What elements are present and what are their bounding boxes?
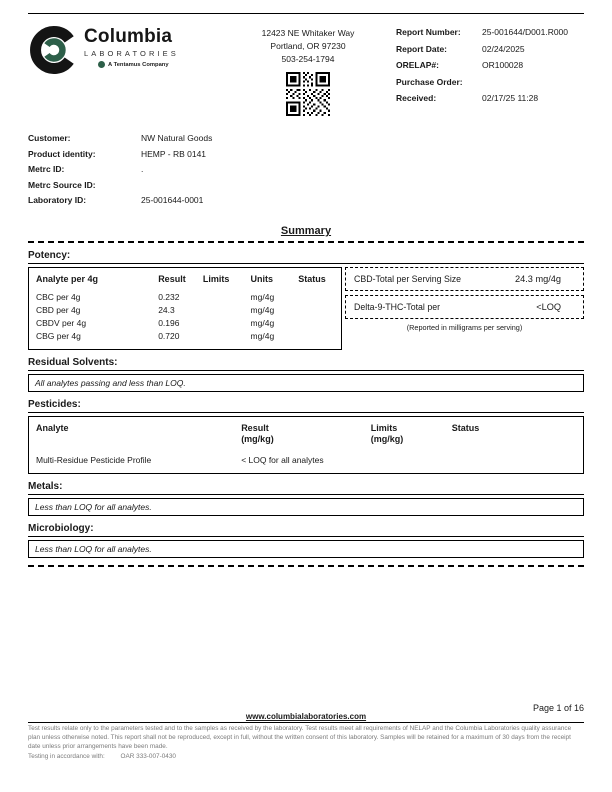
result-cell: 0.720 (158, 331, 180, 342)
cbd-total-box (345, 267, 584, 291)
report-date-value: 02/24/2025 (482, 43, 525, 54)
potency-header-row (36, 274, 334, 290)
product-identity-label: Product identity: (28, 148, 96, 159)
residual-solvents-note: All analytes passing and less than LOQ. (28, 374, 584, 392)
serving-note: (Reported in milligrams per serving) (406, 323, 523, 332)
qr-code (232, 72, 384, 120)
col-result: Result (241, 422, 269, 433)
testing-accordance-value: OAR 333-007-0430 (120, 752, 176, 760)
cbd-total-label: CBD-Total per Serving Size (354, 274, 462, 284)
col-units: Units (250, 274, 274, 284)
analyte-cell: CBG per 4g (36, 331, 81, 342)
address-line-1: 12423 NE Whitaker Way (261, 28, 355, 38)
tentamus-icon (98, 61, 105, 68)
report-info-row (396, 77, 584, 87)
table-row (36, 330, 334, 343)
pesticides-table-box (28, 416, 584, 474)
received-label: Received: (396, 93, 437, 103)
cbd-total-value: 24.3 mg/4g (515, 274, 561, 284)
report-info-row (396, 44, 584, 54)
limits-cell (203, 303, 251, 316)
purchase-order-value (482, 77, 584, 87)
col-status: Status (298, 274, 326, 284)
brand-tagline: A Tentamus Company (108, 61, 169, 68)
testing-accordance-label: Testing in accordance with: (28, 752, 105, 760)
footer-divider (28, 722, 584, 723)
units-cell: mg/4g (250, 291, 275, 302)
address-line-3: 503-254-1794 (281, 53, 335, 64)
columbia-c-logo-icon (28, 24, 80, 81)
report-number-value: 25-001644/D001.R000 (482, 27, 569, 37)
lab-address (232, 24, 384, 120)
metrc-id-label: Metrc ID: (28, 164, 65, 174)
col-status: Status (451, 422, 480, 433)
thc-total-label: Delta-9-THC-Total per (354, 302, 441, 312)
page-header (28, 24, 584, 120)
analyte-cell: CBC per 4g (36, 291, 81, 302)
customer-label: Customer: (28, 133, 71, 143)
units-cell: mg/4g (250, 317, 275, 328)
website-link[interactable]: www.columbialaboratories.com (245, 712, 367, 721)
brand-name: Columbia (84, 26, 173, 47)
residual-solvents-heading: Residual Solvents: (28, 357, 584, 371)
thc-total-box (345, 295, 584, 319)
table-row (36, 303, 334, 316)
brand-logo (28, 24, 232, 120)
sample-info-row (28, 149, 584, 159)
result-cell: 24.3 (158, 304, 175, 315)
limits-cell (203, 316, 251, 329)
metrc-id-value: . (141, 164, 144, 174)
limits-cell (371, 446, 452, 465)
limits-cell (203, 290, 251, 303)
received-value: 02/17/25 11:28 (482, 93, 539, 103)
status-cell (298, 303, 334, 316)
result-cell: 0.232 (158, 291, 180, 302)
units-cell: mg/4g (250, 304, 275, 315)
report-info-row (396, 93, 584, 103)
report-info-row (396, 27, 584, 37)
table-row (36, 446, 576, 465)
analyte-cell: CBDV per 4g (36, 317, 87, 328)
metals-heading: Metals: (28, 481, 584, 495)
thc-total-value: <LOQ (536, 302, 561, 312)
col-result: Result (158, 274, 186, 284)
limits-cell (203, 330, 251, 343)
col-analyte: Analyte (36, 422, 69, 433)
sample-info-row (28, 164, 584, 174)
laboratory-id-label: Laboratory ID: (28, 195, 87, 205)
sample-info (28, 133, 584, 205)
summary-title: Summary (280, 225, 332, 237)
col-result-unit: (mg/kg) (241, 434, 274, 445)
pesticides-table (36, 423, 576, 465)
report-info (384, 24, 584, 120)
table-row (36, 290, 334, 303)
report-info-row (396, 60, 584, 70)
table-row (36, 316, 334, 329)
result-cell: < LOQ for all analytes (241, 455, 324, 466)
customer-value: NW Natural Goods (141, 133, 213, 143)
microbiology-heading: Microbiology: (28, 523, 584, 537)
col-analyte: Analyte per 4g (36, 274, 99, 284)
col-limits: Limits (202, 274, 230, 284)
units-cell: mg/4g (250, 331, 275, 342)
report-date-label: Report Date: (396, 43, 448, 54)
col-limits-unit: (mg/kg) (370, 434, 404, 445)
result-cell: 0.196 (158, 317, 180, 328)
sample-info-row (28, 180, 584, 190)
metals-section (28, 481, 584, 516)
status-cell (298, 290, 334, 303)
pesticides-section (28, 399, 584, 474)
residual-solvents-section (28, 357, 584, 392)
potency-section (28, 250, 584, 350)
summary-dashed-divider (28, 241, 584, 243)
report-number-label: Report Number: (396, 27, 461, 37)
page-number: Page 1 of 16 (532, 703, 584, 713)
potency-table-box (28, 267, 342, 350)
analyte-cell: Multi-Residue Pesticide Profile (36, 455, 152, 466)
pesticides-header-row (36, 423, 576, 446)
product-identity-value: HEMP - RB 0141 (141, 148, 207, 159)
orelap-label: ORELAP#: (396, 60, 439, 70)
brand-subname: LABORATORIES (84, 49, 179, 58)
sample-info-row (28, 195, 584, 205)
col-limits: Limits (370, 422, 398, 433)
disclaimer-text: Test results relate only to the parameters tested and to the samples as received by the laboratory. Test results meet all requirements of NELAP and the Columbia Laboratories quality assurance plan unless otherwise noted. This report shall not be reproduced, except in full, without the written consent of this laboratory. Samples will be retained for a maximum of 30 days from the receipt date unless prior arrangements have been made. (28, 725, 572, 750)
pesticides-heading: Pesticides: (28, 399, 584, 413)
address-line-2: Portland, OR 97230 (270, 40, 346, 51)
laboratory-id-value: 25-001644-0001 (141, 195, 204, 205)
potency-table (36, 274, 334, 343)
sample-info-row (28, 133, 584, 143)
status-cell (298, 316, 334, 329)
orelap-value: OR100028 (482, 60, 524, 70)
top-divider (28, 13, 584, 14)
status-cell (298, 330, 334, 343)
metrc-source-id-value (141, 180, 584, 190)
page-footer (28, 703, 584, 760)
purchase-order-label: Purchase Order: (396, 76, 463, 87)
microbiology-section (28, 523, 584, 567)
bottom-dashed-divider (28, 565, 584, 567)
metals-note: Less than LOQ for all analytes. (28, 498, 584, 516)
microbiology-note: Less than LOQ for all analytes. (28, 540, 584, 558)
metrc-source-id-label: Metrc Source ID: (28, 179, 96, 190)
status-cell (452, 446, 576, 465)
potency-heading: Potency: (28, 250, 584, 264)
analyte-cell: CBD per 4g (36, 304, 81, 315)
